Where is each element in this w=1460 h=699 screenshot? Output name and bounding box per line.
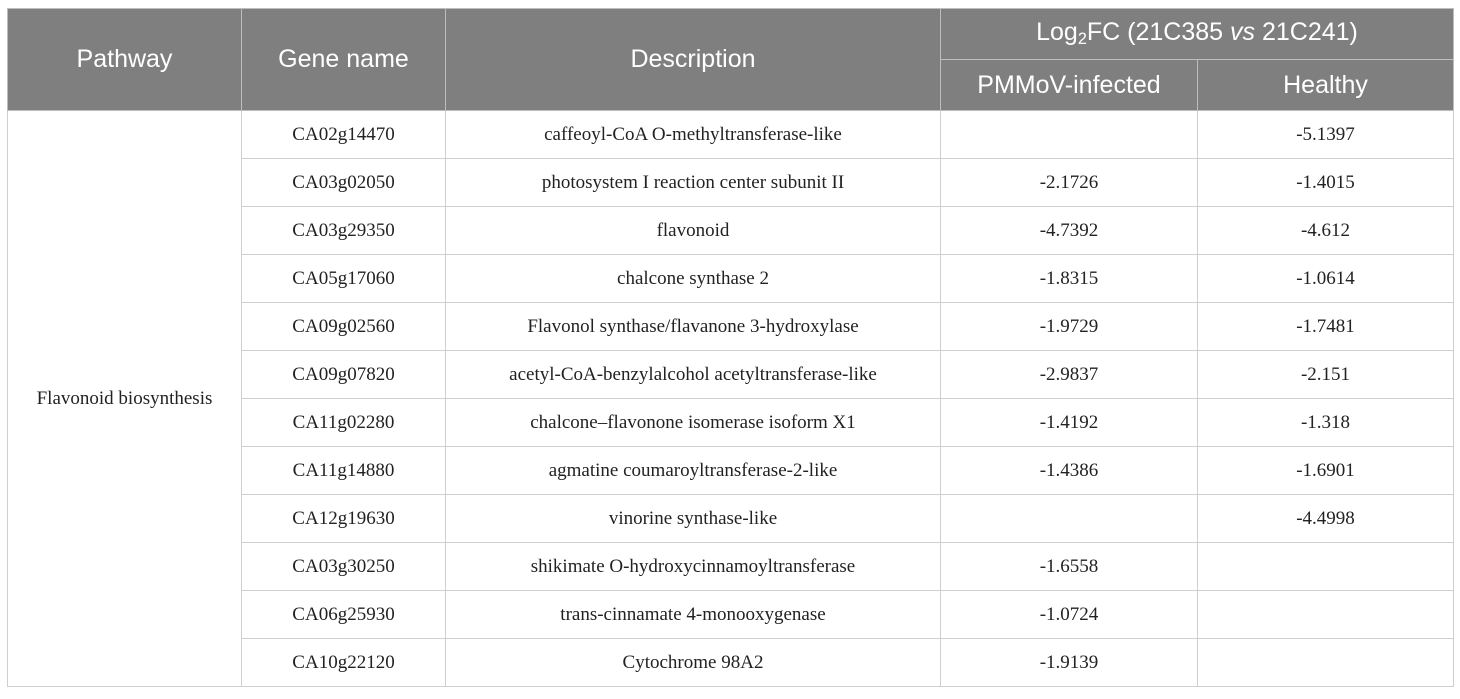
header-log-fc-open: FC (21C385 (1086, 18, 1231, 47)
healthy-value-cell: -1.4015 (1198, 159, 1454, 207)
description-cell: photosystem I reaction center subunit II (446, 159, 941, 207)
table-row (8, 111, 1454, 159)
gene-name-cell: CA11g02280 (242, 399, 446, 447)
description-cell: trans-cinnamate 4-monooxygenase (446, 591, 941, 639)
gene-name-cell: CA05g17060 (242, 255, 446, 303)
gene-name-cell: CA11g14880 (242, 447, 446, 495)
healthy-value-cell: -5.1397 (1198, 111, 1454, 159)
pathway-cell: Flavonoid biosynthesis (8, 111, 242, 687)
header-log-fc-close: 21C241) (1255, 18, 1358, 47)
header-pathway: Pathway (8, 9, 242, 111)
table-body (8, 111, 1454, 687)
description-cell: agmatine coumaroyltransferase-2-like (446, 447, 941, 495)
description-cell: flavonoid (446, 207, 941, 255)
gene-name-cell: CA03g29350 (242, 207, 446, 255)
header-gene-name: Gene name (242, 9, 446, 111)
pmmov-value-cell: -2.9837 (941, 351, 1198, 399)
pmmov-value-cell: -2.1726 (941, 159, 1198, 207)
description-cell: caffeoyl-CoA O-methyltransferase-like (446, 111, 941, 159)
healthy-value-cell (1198, 639, 1454, 687)
gene-name-cell: CA03g30250 (242, 543, 446, 591)
gene-expression-table (7, 8, 1454, 687)
pmmov-value-cell: -4.7392 (941, 207, 1198, 255)
header-log2fc (941, 9, 1454, 60)
pmmov-value-cell: -1.8315 (941, 255, 1198, 303)
healthy-value-cell: -1.318 (1198, 399, 1454, 447)
header-log-prefix: Log (1036, 18, 1078, 47)
description-cell: vinorine synthase-like (446, 495, 941, 543)
gene-name-cell: CA10g22120 (242, 639, 446, 687)
healthy-value-cell: -1.6901 (1198, 447, 1454, 495)
pmmov-value-cell: -1.9729 (941, 303, 1198, 351)
pmmov-value-cell: -1.4386 (941, 447, 1198, 495)
healthy-value-cell: -4.4998 (1198, 495, 1454, 543)
pmmov-value-cell: -1.4192 (941, 399, 1198, 447)
healthy-value-cell: -1.0614 (1198, 255, 1454, 303)
description-cell: Flavonol synthase/flavanone 3-hydroxylase (446, 303, 941, 351)
gene-name-cell: CA09g02560 (242, 303, 446, 351)
pmmov-value-cell (941, 495, 1198, 543)
header-pmmov-infected: PMMoV-infected (941, 60, 1198, 111)
pmmov-value-cell: -1.6558 (941, 543, 1198, 591)
healthy-value-cell: -2.151 (1198, 351, 1454, 399)
description-cell: shikimate O-hydroxycinnamoyltransferase (446, 543, 941, 591)
pmmov-value-cell: -1.9139 (941, 639, 1198, 687)
healthy-value-cell (1198, 543, 1454, 591)
description-cell: chalcone synthase 2 (446, 255, 941, 303)
header-healthy: Healthy (1198, 60, 1454, 111)
header-description: Description (446, 9, 941, 111)
gene-name-cell: CA12g19630 (242, 495, 446, 543)
gene-name-cell: CA03g02050 (242, 159, 446, 207)
pmmov-value-cell: -1.0724 (941, 591, 1198, 639)
gene-name-cell: CA02g14470 (242, 111, 446, 159)
header-log-sub: 2 (1077, 30, 1087, 49)
pmmov-value-cell (941, 111, 1198, 159)
description-cell: chalcone–flavonone isomerase isoform X1 (446, 399, 941, 447)
header-log-vs: vs (1230, 18, 1256, 47)
healthy-value-cell: -4.612 (1198, 207, 1454, 255)
gene-name-cell: CA06g25930 (242, 591, 446, 639)
description-cell: Cytochrome 98A2 (446, 639, 941, 687)
description-cell: acetyl-CoA-benzylalcohol acetyltransferase-like (446, 351, 941, 399)
healthy-value-cell: -1.7481 (1198, 303, 1454, 351)
healthy-value-cell (1198, 591, 1454, 639)
gene-name-cell: CA09g07820 (242, 351, 446, 399)
